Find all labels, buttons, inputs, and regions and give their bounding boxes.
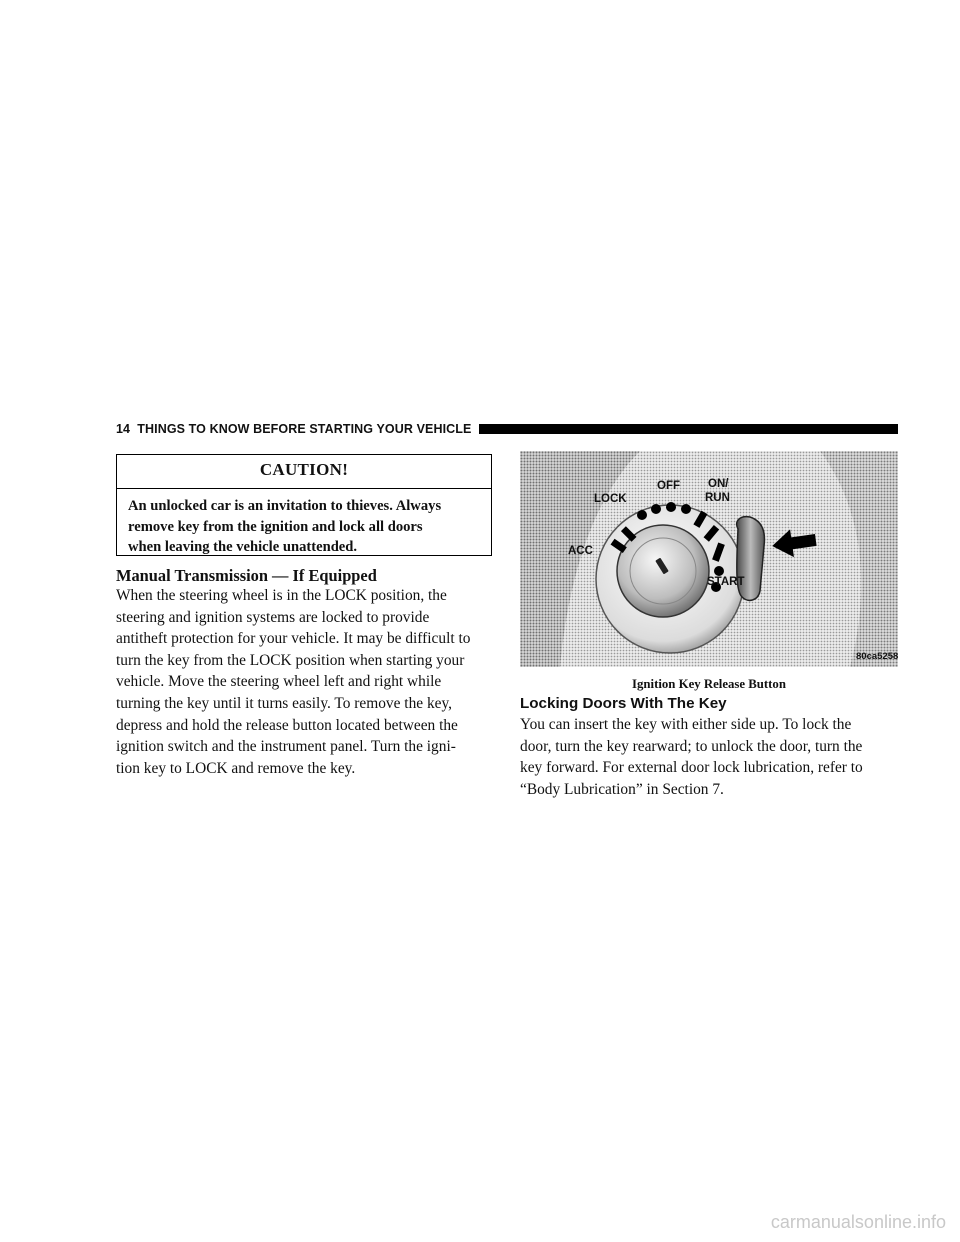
manual-transmission-text — [116, 585, 493, 779]
lock-mark — [651, 504, 661, 514]
paragraph-line: door, turn the key rearward; to unlock the door, turn the — [520, 737, 863, 755]
ignition-illustration-svg — [520, 451, 898, 667]
caution-line: remove key from the ignition and lock all doors — [128, 518, 423, 535]
lock-label: LOCK — [594, 493, 627, 505]
page-number: 14 — [116, 422, 131, 436]
start-mark — [714, 566, 724, 576]
run-label: RUN — [705, 492, 730, 504]
paragraph-line: turn the key from the LOCK position when starting your — [116, 651, 465, 669]
figure-caption: Ignition Key Release Button — [632, 677, 786, 691]
lock-mark — [637, 510, 647, 520]
manual-transmission-heading: Manual Transmission — If Equipped — [116, 566, 377, 585]
locking-doors-heading: Locking Doors With The Key — [520, 695, 727, 712]
paragraph-line: tion key to LOCK and remove the key. — [116, 759, 356, 777]
caution-title: CAUTION! — [259, 460, 349, 479]
off-mark — [681, 504, 691, 514]
watermark: carmanualsonline.info — [770, 1212, 946, 1232]
start-label: START — [707, 576, 745, 588]
on-label: ON/ — [708, 478, 729, 490]
caution-text — [128, 496, 482, 558]
caution-line: An unlocked car is an invitation to thieves. Always — [128, 498, 442, 514]
locking-doors-text — [520, 714, 898, 800]
off-label: OFF — [657, 480, 680, 492]
off-mark — [666, 502, 676, 512]
paragraph-line: turning the key until it turns easily. To remove the key, — [116, 694, 453, 712]
acc-label: ACC — [568, 545, 593, 557]
figure-code: 80ca5258 — [856, 651, 898, 662]
page-header — [116, 420, 898, 438]
page-section-title: THINGS TO KNOW BEFORE STARTING YOUR VEHICLE — [137, 422, 472, 436]
paragraph-line: When the steering wheel is in the LOCK position, the — [116, 587, 447, 604]
paragraph-line: depress and hold the release button located between the — [116, 716, 458, 734]
paragraph-line: vehicle. Move the steering wheel left and right while — [116, 673, 442, 691]
paragraph-line: You can insert the key with either side up. To lock the — [520, 716, 852, 733]
paragraph-line: “Body Lubrication” in Section 7. — [520, 780, 724, 798]
header-rule — [479, 424, 898, 434]
paragraph-line: steering and ignition systems are locked to provide — [116, 608, 430, 626]
paragraph-line: key forward. For external door lock lubrication, refer to — [520, 759, 863, 777]
paragraph-line: ignition switch and the instrument panel. Turn the igni- — [116, 738, 456, 756]
ignition-switch-illustration — [520, 451, 898, 667]
paragraph-line: antitheft protection for your vehicle. It may be difficult to — [116, 630, 471, 648]
page-header-text — [116, 422, 471, 436]
caution-divider — [117, 488, 491, 489]
caution-box — [116, 454, 492, 556]
caution-line: when leaving the vehicle unattended. — [128, 539, 358, 555]
